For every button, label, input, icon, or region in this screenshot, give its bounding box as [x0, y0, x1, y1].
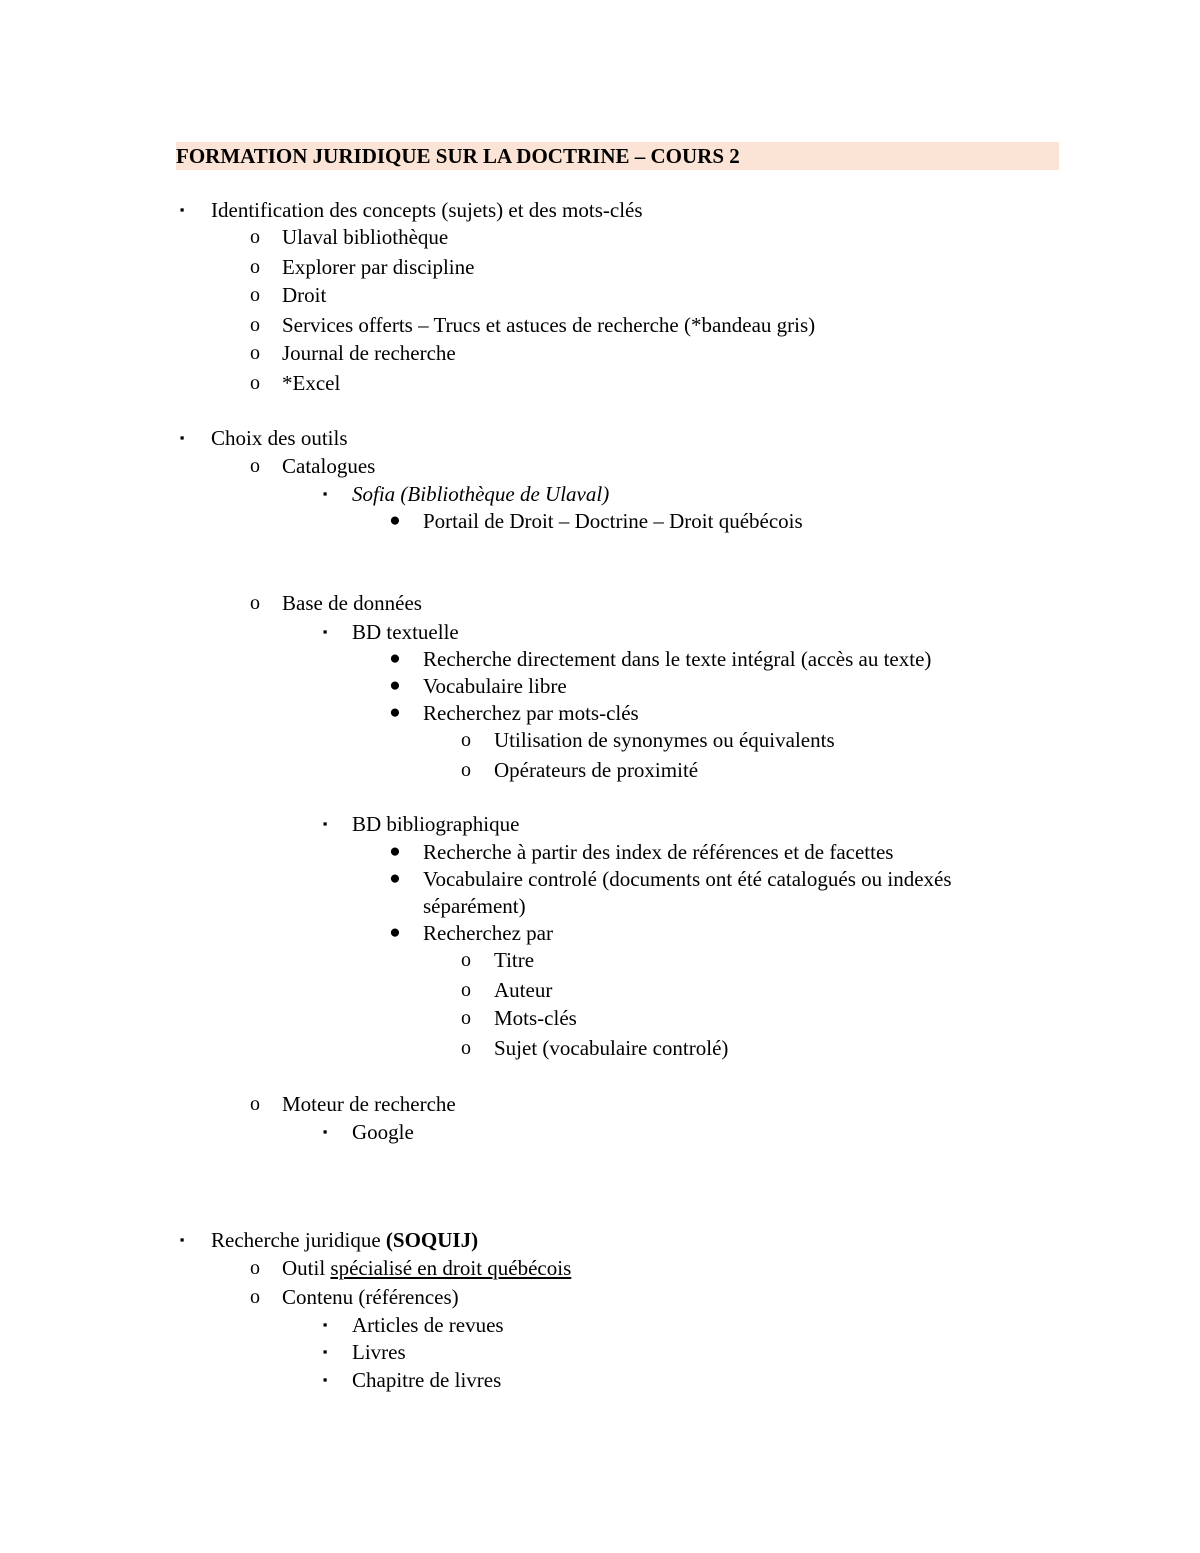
circle-bullet: o: [250, 1286, 260, 1308]
dot-bullet: ●: [389, 702, 401, 723]
section-label: [211, 1227, 478, 1253]
section-label: Choix des outils: [211, 426, 348, 450]
square-bullet: ▪: [322, 624, 328, 639]
list-item-text: Outil: [282, 1256, 331, 1280]
list-item-continuation: séparément): [423, 894, 526, 918]
circle-bullet: o: [461, 1007, 471, 1029]
list-item: Livres: [352, 1340, 406, 1364]
circle-bullet: o: [250, 455, 260, 477]
list-item: Explorer par discipline: [282, 255, 475, 279]
list-item: Recherche à partir des index de références et de facettes: [423, 840, 894, 864]
list-item: Chapitre de livres: [352, 1368, 502, 1392]
list-item: Services offerts – Trucs et astuces de recherche (*bandeau gris): [282, 313, 816, 337]
list-item: Ulaval bibliothèque: [282, 225, 449, 249]
square-bullet: ▪: [179, 430, 185, 445]
circle-bullet: o: [250, 592, 260, 614]
square-bullet: ▪: [179, 202, 185, 217]
list-item: Vocabulaire libre: [423, 674, 567, 698]
circle-bullet: o: [250, 372, 260, 394]
circle-bullet: o: [461, 759, 471, 781]
list-item: BD textuelle: [352, 620, 459, 644]
list-item: Sofia (Bibliothèque de Ulaval): [352, 482, 610, 506]
square-bullet: ▪: [322, 1344, 328, 1359]
underlined-text: spécialisé en droit québécois: [330, 1256, 572, 1280]
dot-bullet: ●: [389, 675, 401, 696]
list-item: Moteur de recherche: [282, 1092, 456, 1116]
list-item: Base de données: [282, 591, 422, 615]
page-title: FORMATION JURIDIQUE SUR LA DOCTRINE – COURS 2: [176, 144, 740, 168]
list-item: Recherchez par mots-clés: [423, 701, 639, 725]
list-item: Mots-clés: [494, 1006, 577, 1030]
circle-bullet: o: [250, 256, 260, 278]
circle-bullet: o: [461, 949, 471, 971]
list-item: Sujet (vocabulaire controlé): [494, 1036, 729, 1060]
list-item: Portail de Droit – Doctrine – Droit québécois: [423, 509, 803, 533]
circle-bullet: o: [461, 729, 471, 751]
circle-bullet: o: [250, 1257, 260, 1279]
circle-bullet: o: [250, 1093, 260, 1115]
list-item: Titre: [494, 948, 535, 972]
dot-bullet: ●: [389, 510, 401, 531]
section-label: Identification des concepts (sujets) et des mots-clés: [211, 198, 643, 222]
dot-bullet: ●: [389, 868, 401, 889]
square-bullet: ▪: [322, 486, 328, 501]
circle-bullet: o: [250, 314, 260, 336]
dot-bullet: ●: [389, 648, 401, 669]
list-item: Recherche directement dans le texte intégral (accès au texte): [423, 647, 932, 671]
section-label-bold: (SOQUIJ): [385, 1228, 479, 1252]
list-item: Opérateurs de proximité: [494, 758, 699, 782]
list-item: Vocabulaire controlé (documents ont été catalogués ou indexés: [423, 867, 952, 891]
square-bullet: ▪: [322, 1124, 328, 1139]
list-item: Catalogues: [282, 454, 376, 478]
square-bullet: ▪: [322, 1317, 328, 1332]
dot-bullet: ●: [389, 841, 401, 862]
dot-bullet: ●: [389, 922, 401, 943]
square-bullet: ▪: [322, 1372, 328, 1387]
list-item: Journal de recherche: [282, 341, 456, 365]
list-item: Auteur: [494, 978, 553, 1002]
list-item: Recherchez par: [423, 921, 553, 945]
section-label-text: Recherche juridique: [211, 1228, 386, 1252]
circle-bullet: o: [250, 284, 260, 306]
square-bullet: ▪: [179, 1232, 185, 1247]
list-item: Utilisation de synonymes ou équivalents: [494, 728, 835, 752]
circle-bullet: o: [250, 342, 260, 364]
list-item: BD bibliographique: [352, 812, 520, 836]
circle-bullet: o: [250, 226, 260, 248]
list-item: Contenu (références): [282, 1285, 459, 1309]
circle-bullet: o: [461, 979, 471, 1001]
list-item: Droit: [282, 283, 327, 307]
circle-bullet: o: [461, 1037, 471, 1059]
list-item: Articles de revues: [352, 1313, 504, 1337]
list-item: [282, 1255, 571, 1281]
list-item: Google: [352, 1120, 414, 1144]
square-bullet: ▪: [322, 816, 328, 831]
list-item: *Excel: [282, 371, 341, 395]
